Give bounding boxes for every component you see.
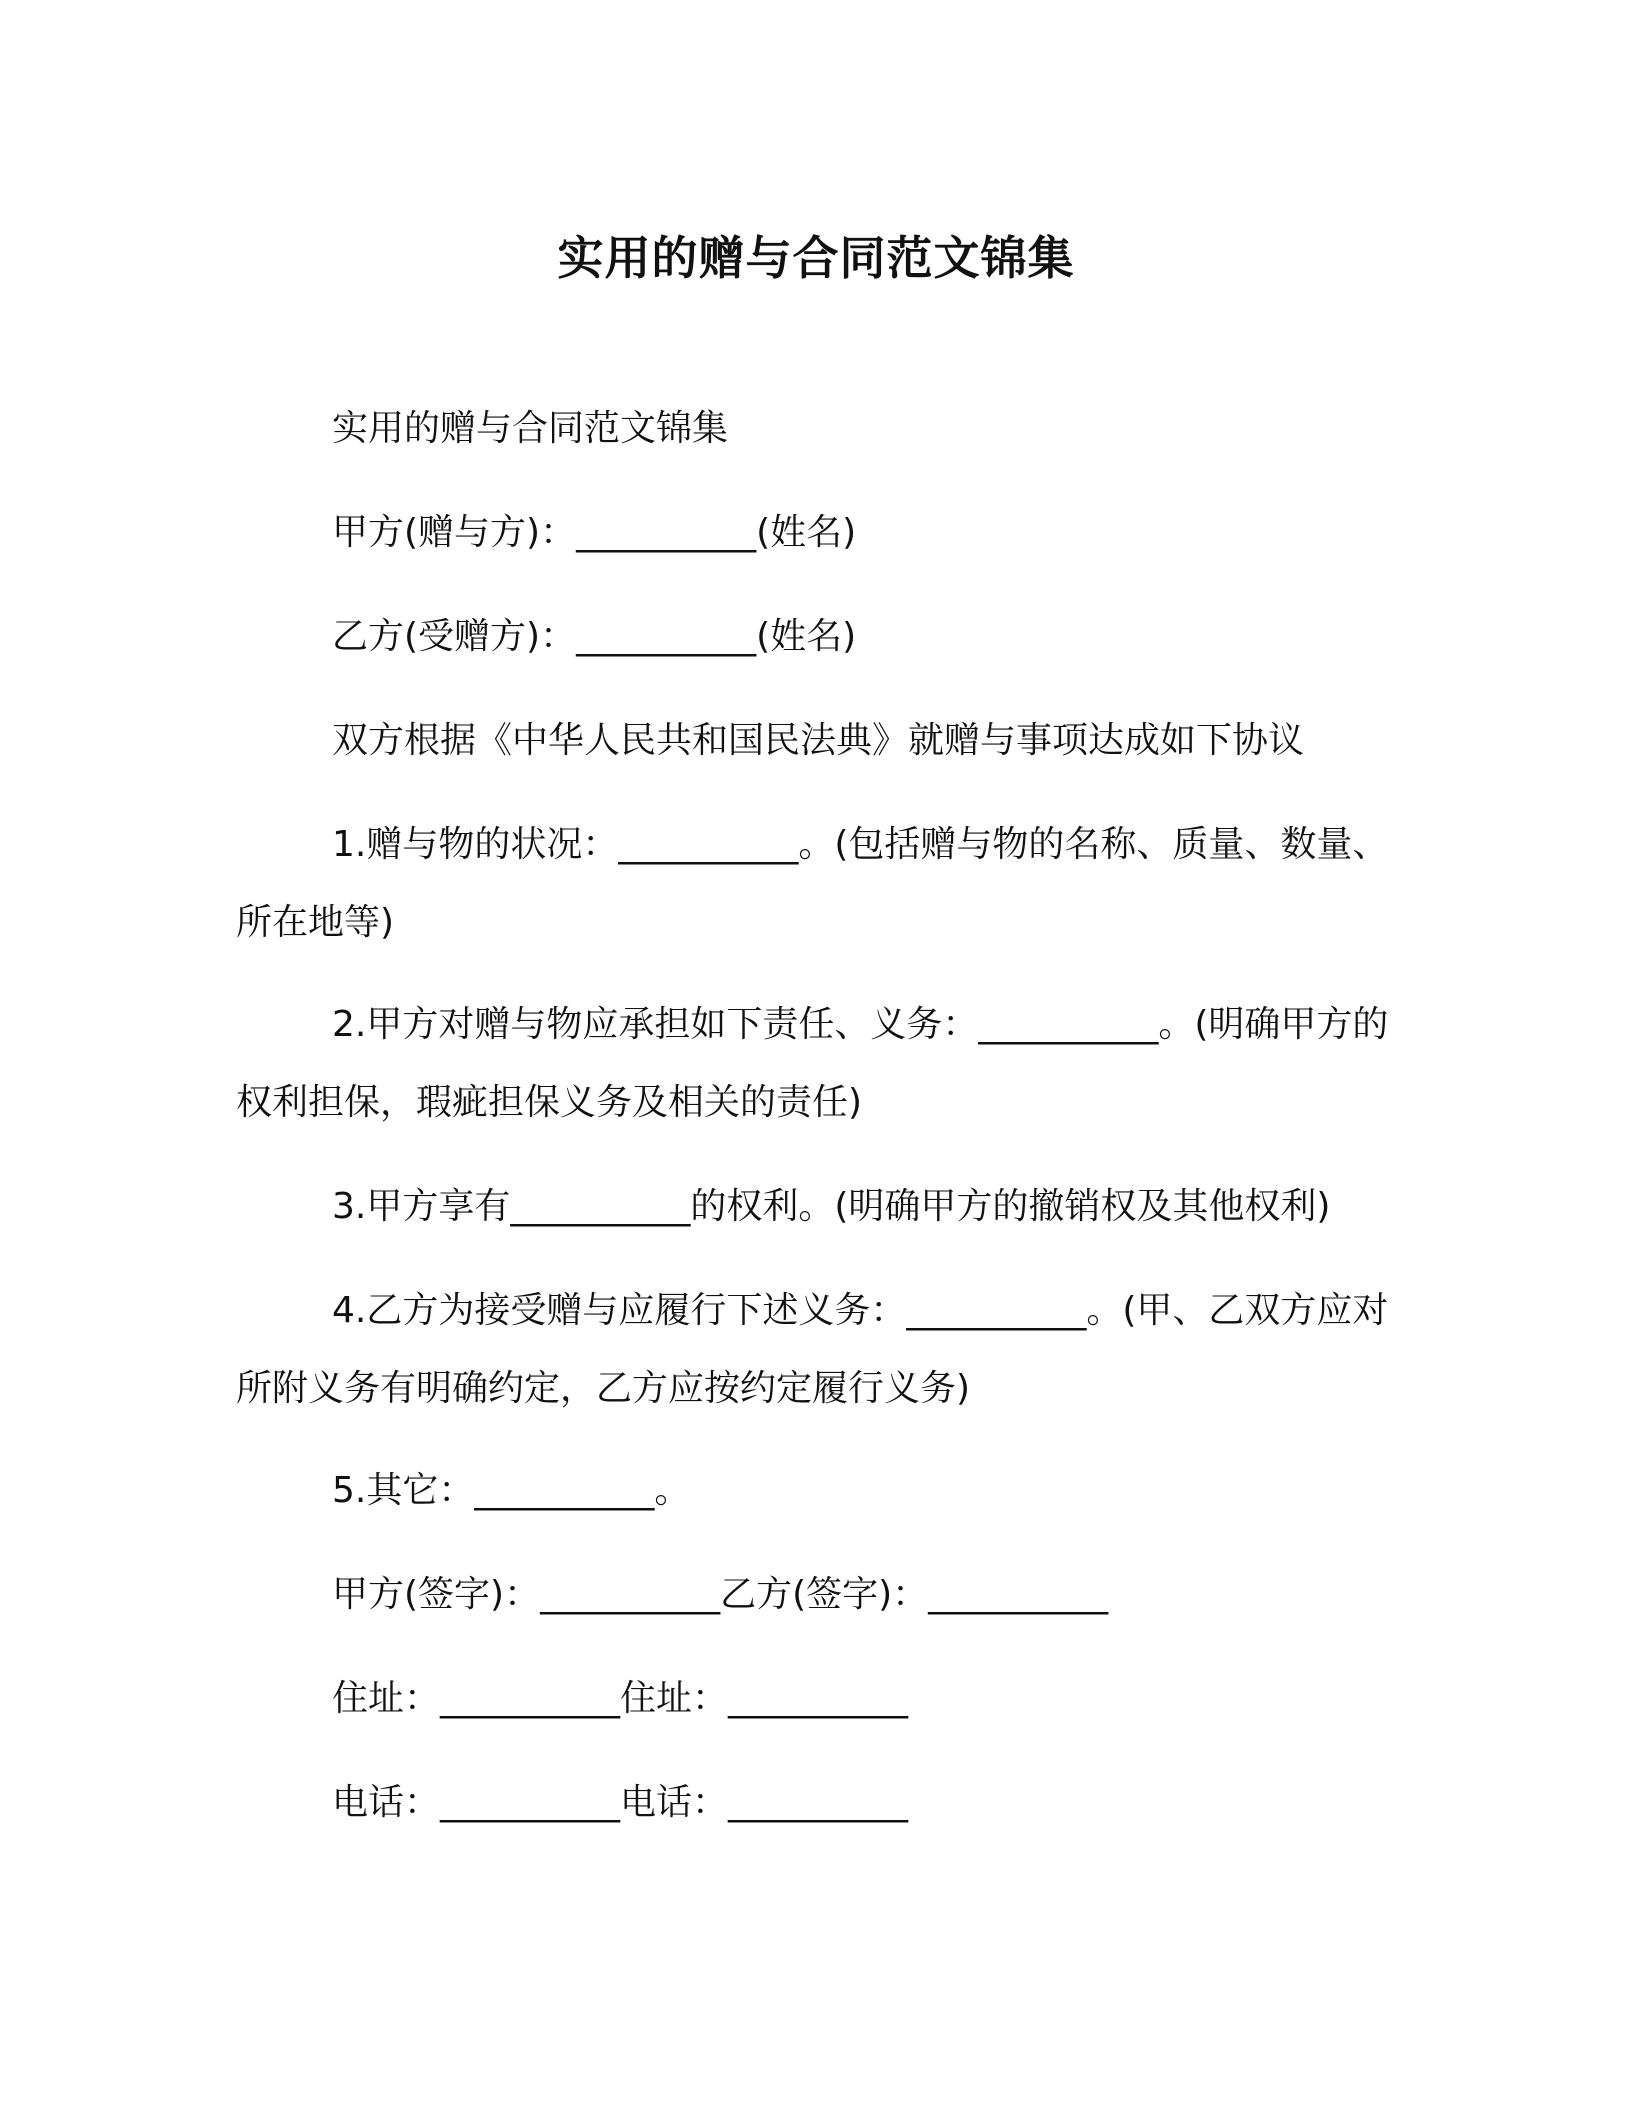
clause-4: 4.乙方为接受赠与应履行下述义务：__________。(甲、乙双方应对所附义务有明确约定，乙方应按约定履行义务) bbox=[236, 1290, 1389, 1409]
intro-heading: 实用的赠与合同范文锦集 bbox=[332, 408, 729, 449]
address-line: 住址：__________住址：__________ bbox=[332, 1678, 909, 1719]
clause-3: 3.甲方享有__________的权利。(明确甲方的撤销权及其他权利) bbox=[332, 1186, 1331, 1227]
phone-line: 电话：__________电话：__________ bbox=[332, 1782, 909, 1823]
document-title: 实用的赠与合同范文锦集 bbox=[557, 231, 1075, 285]
signature-line: 甲方(签字)：__________乙方(签字)：__________ bbox=[332, 1574, 1109, 1615]
clause-1: 1.赠与物的状况：__________。(包括赠与物的名称、质量、数量、所在地等) bbox=[236, 824, 1389, 943]
agreement-basis: 双方根据《中华人民共和国民法典》就赠与事项达成如下协议 bbox=[332, 720, 1305, 761]
party-b-line: 乙方(受赠方)：__________(姓名) bbox=[332, 616, 857, 657]
document-body bbox=[236, 390, 1416, 1842]
clause-2: 2.甲方对赠与物应承担如下责任、义务：__________。(明确甲方的权利担保，瑕疵担保义务及相关的责任) bbox=[236, 1004, 1389, 1123]
party-a-line: 甲方(赠与方)：__________(姓名) bbox=[332, 512, 857, 553]
clause-5: 5.其它：__________。 bbox=[332, 1470, 691, 1511]
